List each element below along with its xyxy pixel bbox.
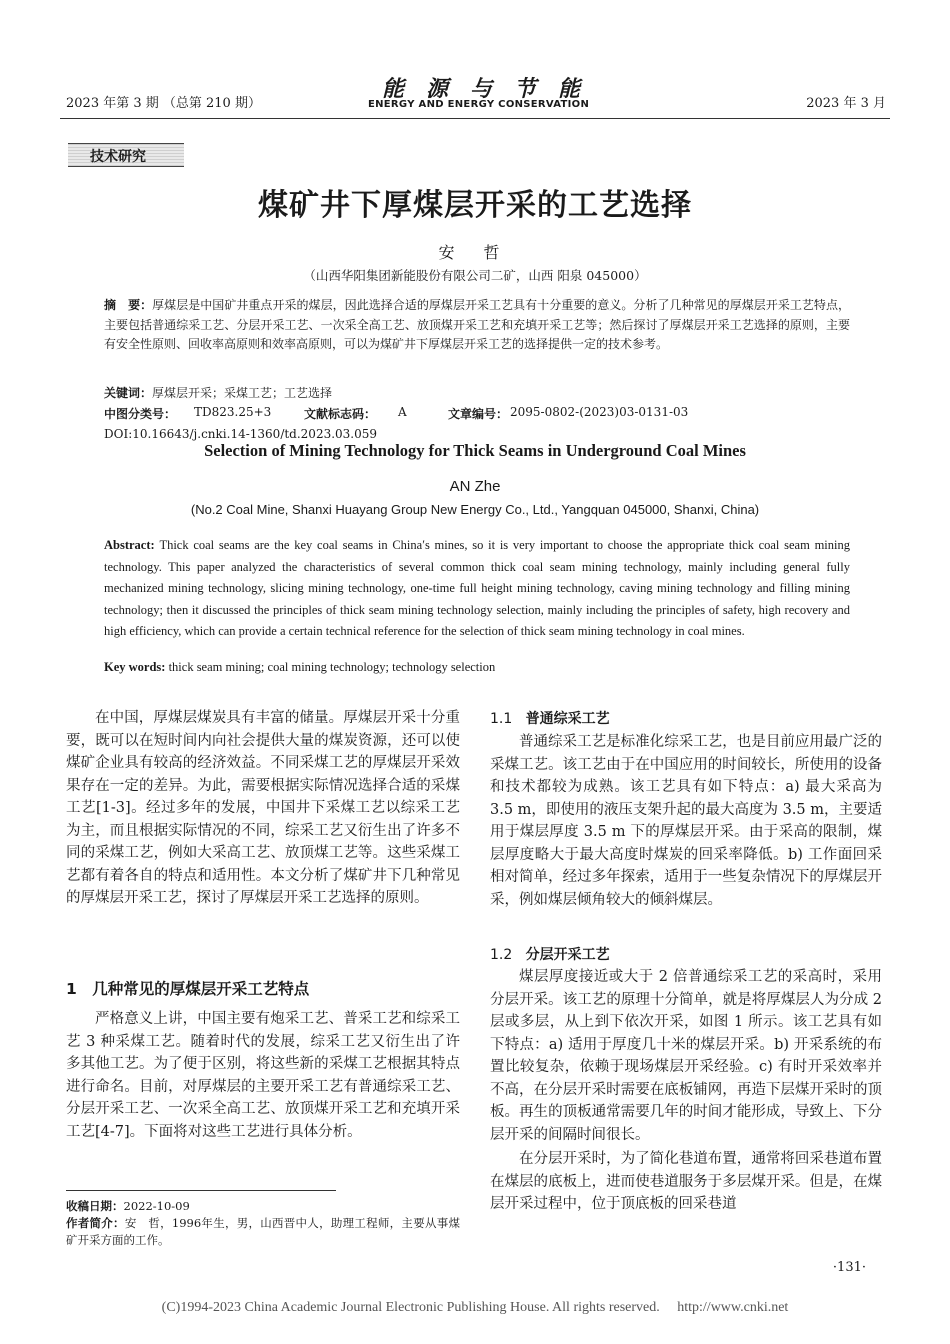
english-title: Selection of Mining Technology for Thick Seams in Underground Coal Mines <box>204 441 746 460</box>
received-date <box>66 1198 460 1215</box>
abstract-cn-label: 摘 要： <box>104 298 153 312</box>
section-1-1-heading <box>490 708 610 728</box>
clc-value: TD823.25+3 <box>194 405 272 419</box>
section-1-2-heading <box>490 944 610 964</box>
english-affiliation: (No.2 Coal Mine, Shanxi Huayang Group New Energy Co., Ltd., Yangquan 045000, Shanxi, China) <box>190 502 760 517</box>
section-1-paragraph: 严格意义上讲，中国主要有炮采工艺、普采工艺和综采工艺 3 种采煤工艺。随着时代的发展，综采工艺又衍生出了许多其他工艺。为了便于区别，将这些新的采煤工艺根据其特点进行命名。目前，对厚煤层的主要开采工艺有普通综采工艺、分层开采工艺、一次采全高工艺、放顶煤开采工艺和充填开采工艺[4-7]。下面将对这些工艺进行具体分析。 <box>66 1011 460 1140</box>
keywords-cn-text: 厚煤层开采；采煤工艺；工艺选择 <box>152 386 333 400</box>
journal-logo-en: ENERGY AND ENERGY CONSERVATION <box>368 99 590 110</box>
doc-code-label: 文献标志码： <box>304 407 377 421</box>
author: 安 哲 <box>438 243 512 262</box>
issue-date: 2023 年 3 月 <box>806 96 886 111</box>
section-1-1-number: 1.1 <box>490 711 513 727</box>
issue-info: 2023 年第 3 期 （总第 210 期） <box>66 96 261 111</box>
clc-label: 中图分类号： <box>104 407 177 421</box>
author-bio-label: 作者简介： <box>66 1216 125 1230</box>
english-author: AN Zhe <box>449 478 501 495</box>
section-tag <box>68 143 184 167</box>
received-date-value: 2022-10-09 <box>123 1199 190 1213</box>
received-date-label: 收稿日期： <box>66 1199 124 1213</box>
footnote-divider <box>66 1190 336 1191</box>
abstract-cn <box>104 296 850 355</box>
section-1-2-paragraph-a: 煤层厚度接近或大于 2 倍普通综采工艺的采高时，采用分层开采。该工艺的原理十分简单，就是将厚煤层人为分成 2 层或多层，从上到下依次开采，如图 1 所示。该工艺具有如下特点：a) 适用于厚度几十米的煤层开采。b) 开采系统的布置比较复杂，依赖于现场煤层开采经验。c) 有时开采效率并不高，在分层开采时需要在底板铺网，再造下层煤开采时的顶板。再生的顶板通常需要几年的时间才能形成，导致上、下分层开采的间隔时间很长。 <box>490 969 882 1143</box>
section-1-2-paragraph-b: 在分层开采时，为了简化巷道布置，通常将回采巷道布置在煤层的底板上，进而使巷道服务于多层煤开采。但是，在煤层开采过程中，位于顶底板的回采巷道 <box>490 1151 882 1212</box>
article-no-value: 2095-0802-(2023)03-0131-03 <box>510 405 689 419</box>
keywords-cn-label: 关键词： <box>104 386 153 400</box>
section-1-2-title: 分层开采工艺 <box>525 947 610 963</box>
section-1-1-paragraph: 普通综采工艺是标准化综采工艺，也是目前应用最广泛的采煤工艺。该工艺由于在中国应用的时间较长，所使用的设备和技术都较为成熟。该工艺具有如下特点：a) 最大采高为 3.5 m，即使用的液压支架升起的最大高度为 3.5 m，主要适用于煤层厚度 3.5 m 下的厚煤层开采。由于采高的限制，煤层厚度略大于最大高度时煤炭的回采率降低。b) 工作面回采相对简单，经过多年探索，适用于一些复杂情况下的厚煤层开采，例如煤层倾角较大的倾斜煤层。 <box>490 734 882 908</box>
keywords-en-label: Key words: <box>104 660 166 674</box>
article-no-label: 文章编号： <box>448 407 509 421</box>
page-number: ·131· <box>832 1260 866 1275</box>
section-1-1-title: 普通综采工艺 <box>525 711 610 727</box>
abstract-en <box>104 535 850 643</box>
section-tag-label: 技术研究 <box>90 149 146 165</box>
paper-title: 煤矿井下厚煤层开采的工艺选择 <box>258 188 692 223</box>
intro-paragraph-block <box>66 707 460 910</box>
keywords-en-text: thick seam mining; coal mining technology; technology selection <box>168 660 496 674</box>
section-1-1-block <box>490 731 882 911</box>
affiliation: （山西华阳集团新能股份有限公司二矿，山西 阳泉 045000） <box>303 268 647 283</box>
header-divider <box>60 118 890 119</box>
section-1-heading: 1 几种常见的厚煤层开采工艺特点 <box>66 980 310 998</box>
journal-logo-cn: 能源与节能 <box>382 76 603 102</box>
copyright-notice: (C)1994-2023 China Academic Journal Electronic Publishing House. All rights reserved. http://www.cnki.net <box>161 1300 789 1315</box>
section-1-2-block <box>490 966 882 1216</box>
author-bio <box>66 1215 460 1249</box>
author-bio-text: 安 哲，1996年生，男，山西晋中人，助理工程师，主要从事煤矿开采方面的工作。 <box>66 1216 460 1247</box>
doi: DOI:10.16643/j.cnki.14-1360/td.2023.03.059 <box>104 427 378 441</box>
section-1-2-number: 1.2 <box>490 947 513 963</box>
abstract-cn-text: 厚煤层是中国矿井重点开采的煤层，因此选择合适的厚煤层开采工艺具有十分重要的意义。分析了几种常见的厚煤层开采工艺特点，主要包括普通综采工艺、分层开采工艺、一次采全高工艺、放顶煤开采工艺和充填开采工艺等；然后探讨了厚煤层开采工艺选择的原则，主要有安全性原则、回收率高原则和效率高原则，可以为煤矿井下厚煤层开采工艺的选择提供一定的技术参考。 <box>104 298 850 351</box>
doc-code-value: A <box>398 405 407 419</box>
abstract-en-label: Abstract: <box>104 538 155 552</box>
keywords-cn <box>104 384 332 401</box>
keywords-en <box>104 660 495 675</box>
section-1-block <box>66 1008 460 1143</box>
abstract-en-text: Thick coal seams are the key coal seams in China′s mines, so it is very important to choose the appropriate thick coal seam mining technology. This paper analyzed the characteristics of several common thick coal seam mining technology, mainly including general fully mechanized mining technology, slicing mining technology, one-time full height mining technology, caving mining technology and filling mining technology; then it discussed the principles of thick seam mining technology selection, mainly including the principles of safety, high recovery and high efficiency, which can provide a certain technical reference for the selection of thick seam mining technology in coal mines. <box>104 538 850 638</box>
intro-paragraph: 在中国，厚煤层煤炭具有丰富的储量。厚煤层开采十分重要，既可以在短时间内向社会提供大量的煤炭资源，还可以使煤矿企业具有较高的经济效益。不同采煤工艺的厚煤层开采效果存在一定的差异。为此，需要根据实际情况选择合适的采煤工艺[1-3]。经过多年的发展，中国井下采煤工艺以综采工艺为主，而且根据实际情况的不同，综采工艺又衍生出了许多不同的采煤工艺，例如大采高工艺、放顶煤工艺等。这些采煤工艺都有着各自的特点和适用性。本文分析了煤矿井下几种常见的厚煤层开采工艺，探讨了厚煤层开采工艺选择的原则。 <box>66 710 460 906</box>
